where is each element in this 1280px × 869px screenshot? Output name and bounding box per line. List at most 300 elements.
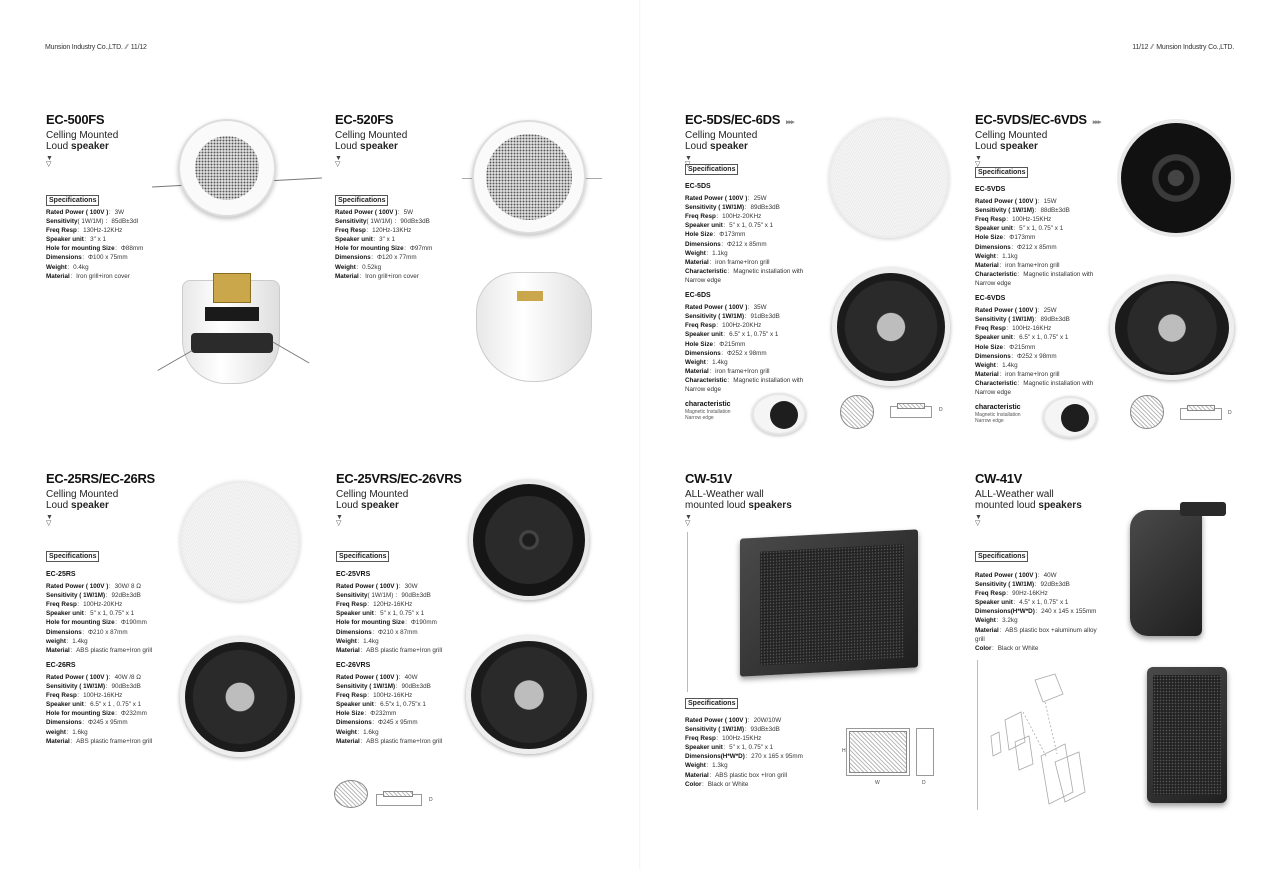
dimension-label: D xyxy=(1228,410,1232,416)
spec-value: ：92dB±3dB xyxy=(105,592,141,600)
spec-key: Rated Power ( 100V ) xyxy=(975,198,1038,206)
spec-value: ：Φ173mm xyxy=(1003,234,1036,242)
spec-value: ：90dB±3dB xyxy=(395,683,431,691)
spec-row xyxy=(975,361,1093,370)
spec-value: ( 1W/1M) ：90dB±3dB xyxy=(366,218,430,226)
specifications-badge: Specifications xyxy=(685,164,738,175)
down-arrow-icon: ▼ ▽ xyxy=(975,155,982,168)
spec-row xyxy=(975,379,1093,388)
speaker-back-image xyxy=(832,268,950,386)
spec-value: ：100Hz-16KHz xyxy=(1005,325,1052,333)
spec-value: ：5" x 1, 0.75" x 1 xyxy=(83,610,135,618)
spec-row xyxy=(975,315,1093,324)
speaker-cone xyxy=(1061,404,1089,432)
spec-value: ：92dB±3dB xyxy=(1034,581,1070,589)
spec-row xyxy=(336,682,442,691)
product-subtitle: Celling Mounted Loud speaker xyxy=(336,489,409,511)
page-header-right xyxy=(1132,44,1234,51)
spec-key: Hole Size xyxy=(975,343,1003,351)
speaker-angle-image xyxy=(1043,396,1097,438)
spec-row xyxy=(975,352,1093,361)
spec-value: ：120Hz-16KHz xyxy=(366,601,413,609)
spec-row: Narrow edge xyxy=(975,388,1012,396)
spec-key: Speaker unit xyxy=(975,334,1013,342)
specifications-badge: Specifications xyxy=(685,698,738,709)
spec-value: ：3.2kg xyxy=(995,617,1018,625)
spec-row xyxy=(685,376,803,385)
spec-key: Material xyxy=(46,737,70,745)
spec-key: Freq Resp xyxy=(46,227,77,235)
spec-row xyxy=(335,226,432,235)
spec-row xyxy=(975,270,1093,279)
spec-value: ：Φ215mm xyxy=(1003,343,1036,351)
down-arrow-icon: ▼ ▽ xyxy=(335,155,342,168)
spec-row xyxy=(975,243,1093,252)
characteristic-note: Narrow edge xyxy=(685,415,714,422)
characteristic-title: characteristic xyxy=(975,404,1021,412)
spec-key: Weight xyxy=(336,637,357,645)
spec-value: ：6.5" x 1, 0.75" x 1 xyxy=(1012,334,1069,342)
company-name: Munsion Industry Co.,LTD. xyxy=(1156,44,1234,51)
spec-key: Freq Resp xyxy=(46,692,77,700)
spec-value: ：iron frame+Iron grill xyxy=(998,261,1060,269)
spec-key: Freq Resp xyxy=(685,735,716,743)
spec-key: Characteristic xyxy=(685,376,727,384)
spec-value: ：1.1kg xyxy=(995,252,1018,260)
spec-row xyxy=(46,609,152,618)
spec-key: Sensitivity xyxy=(335,218,367,226)
spec-value: ：30W/ 8 Ω xyxy=(108,583,141,591)
spec-value: ：Φ190mm xyxy=(114,619,147,627)
spec-row xyxy=(46,582,152,591)
spec-value: ：Φ245 x 95mm xyxy=(371,719,418,727)
speaker-angle-image xyxy=(752,393,806,435)
model-label: EC-5DS xyxy=(685,183,711,190)
spec-value: ：1.1kg xyxy=(705,249,728,257)
spec-row xyxy=(685,203,803,212)
specifications-badge: Specifications xyxy=(46,551,99,562)
spec-key: Material xyxy=(336,646,360,654)
spec-row xyxy=(685,249,803,258)
spec-value: grill xyxy=(975,635,985,643)
spec-key: Dimensions xyxy=(46,719,82,727)
spec-key: Sensitivity ( 1W/1M) xyxy=(975,581,1035,589)
spec-row xyxy=(975,607,1097,616)
spec-value: ：Iron grill+iron cover xyxy=(358,272,419,280)
product-title: EC-25RS/EC-26RS xyxy=(46,471,155,486)
spec-value: ：ABS plastic frame+Iron grill xyxy=(359,737,443,745)
spec-row xyxy=(685,212,803,221)
spec-value: ：5W xyxy=(397,209,414,216)
spec-row xyxy=(685,303,803,312)
spec-value: ：Φ232mm xyxy=(364,710,397,718)
spec-key: Rated Power ( 100V ) xyxy=(975,572,1038,579)
spec-row xyxy=(335,244,432,253)
section-diagram xyxy=(1130,395,1164,429)
product-subtitle: Celling Mounted Loud speaker xyxy=(46,489,119,511)
spec-value: ：130Hz-12KHz xyxy=(76,227,123,235)
page-number: 11/12 xyxy=(130,44,147,51)
spec-row xyxy=(46,737,152,746)
spec-row xyxy=(685,240,803,249)
spec-row xyxy=(975,324,1093,333)
spec-key: Speaker unit xyxy=(975,225,1013,233)
product-title: EC-25VRS/EC-26VRS xyxy=(336,471,462,486)
spec-value: ：Φ232mm xyxy=(114,710,147,718)
spec-key: Dimensions xyxy=(685,349,721,357)
speaker-back-image xyxy=(1110,276,1234,380)
spec-key: Weight xyxy=(685,762,706,770)
spec-row xyxy=(336,609,442,618)
spec-key: Rated Power ( 100V ) xyxy=(46,209,109,216)
spec-value: ：ABS plastic box +Iron grill xyxy=(708,771,788,779)
side-diagram xyxy=(916,728,934,776)
dimension-d: D xyxy=(922,780,926,786)
spec-value: ：Φ212 x 85mm xyxy=(720,240,767,248)
spec-value: ：1.6kg xyxy=(356,728,379,736)
spec-row xyxy=(335,235,432,244)
down-arrow-icon: ▼ ▽ xyxy=(46,155,53,168)
spec-key: Speaker unit xyxy=(46,610,84,618)
spec-row xyxy=(46,208,143,217)
model-label: EC-26VRS xyxy=(336,661,371,669)
spec-row xyxy=(685,321,803,330)
spec-key: Material xyxy=(46,272,70,280)
spec-key: Dimensions xyxy=(335,254,371,262)
spec-row xyxy=(685,221,803,230)
product-subtitle: ALL-Weather wall mounted loud speakers xyxy=(685,489,792,511)
spec-key: Speaker unit xyxy=(336,610,374,618)
speaker-back-image xyxy=(182,280,280,384)
spec-value: ：100Hz-15KHz xyxy=(1005,216,1052,224)
spec-row xyxy=(46,709,152,718)
spec-row xyxy=(336,600,442,609)
spec-key: Material xyxy=(975,626,999,634)
spec-key: weight xyxy=(46,637,66,645)
spec-value: ：35W xyxy=(747,304,767,312)
model-label: EC-5VDS xyxy=(975,186,1006,193)
spec-value: ：ABS plastic frame+Iron grill xyxy=(69,646,153,654)
magnet xyxy=(191,333,273,353)
spec-value: ：25W xyxy=(747,195,767,203)
spec-key: Weight xyxy=(685,249,706,257)
spec-value: ：1.3kg xyxy=(705,762,728,770)
spec-row xyxy=(336,582,442,591)
spec-row xyxy=(975,598,1097,607)
product-ec5ds-heading xyxy=(685,112,794,168)
spec-row xyxy=(336,691,442,700)
spec-key: Hole for mounting Size xyxy=(336,619,405,627)
spec-key: Sensitivity xyxy=(46,218,78,226)
characteristic-title: characteristic xyxy=(685,401,731,409)
section-diagram xyxy=(840,395,874,429)
spec-row xyxy=(975,580,1097,589)
spec-value: ( 1W/1M) ：90dB±3dB xyxy=(367,592,431,600)
product-cw51v-heading xyxy=(685,471,792,527)
spec-row xyxy=(975,206,1093,215)
spec-key: Material xyxy=(335,272,359,280)
spec-key: Freq Resp xyxy=(336,601,367,609)
spec-key: weight xyxy=(46,728,66,736)
spec-key: Dimensions xyxy=(975,243,1011,251)
spec-key: Rated Power ( 100V ) xyxy=(336,583,399,591)
spec-row xyxy=(975,635,1097,644)
spec-key: Hole Size xyxy=(685,340,713,348)
spec-value: ：0.4kg xyxy=(66,263,89,271)
spec-value: ：Black or White xyxy=(701,780,749,788)
spec-key: Speaker unit xyxy=(335,236,373,244)
spec-value: ：Φ97mm xyxy=(403,245,433,253)
side-diagram xyxy=(376,794,422,806)
speaker-front-image xyxy=(178,119,276,217)
spec-value: ：Φ173mm xyxy=(713,231,746,239)
product-title: EC-5VDS/EC-6VDS ▸▸▸ xyxy=(975,112,1101,127)
spec-value: ：89dB±3dB xyxy=(1034,316,1070,324)
spec-key: Freq Resp xyxy=(975,325,1006,333)
spec-row xyxy=(46,263,143,272)
spec-value: ：240 x 145 x 155mm xyxy=(1034,608,1097,616)
spec-value: ：40W /8 Ω xyxy=(108,673,141,681)
characteristic-note: Narrow edge xyxy=(975,418,1004,425)
spec-key: Speaker unit xyxy=(685,744,723,752)
product-ec25vrs-heading xyxy=(336,471,462,527)
spec-key: Dimensions xyxy=(336,719,372,727)
product-cw41v-heading xyxy=(975,471,1082,527)
spec-value: ：100Hz-20KHz xyxy=(715,213,762,221)
spec-value: ：ABS plastic frame+Iron grill xyxy=(359,646,443,654)
spec-row xyxy=(336,718,442,727)
page-header-left xyxy=(45,44,147,51)
spec-value: ：1.6kg xyxy=(65,728,88,736)
section-diagram xyxy=(334,780,368,808)
speaker-cone xyxy=(770,401,798,429)
spec-key: Rated Power ( 100V ) xyxy=(46,673,109,681)
product-title: EC-520FS xyxy=(335,112,394,127)
model-label: EC-25RS xyxy=(46,571,76,578)
spec-key: Characteristic xyxy=(685,267,727,275)
spec-value: ：88dB±3dB xyxy=(1034,207,1070,215)
speaker-back-image xyxy=(476,272,592,382)
spec-value: ：Φ210 x 87mm xyxy=(371,628,418,636)
spec-key: Speaker unit xyxy=(975,599,1013,607)
product-ec5vds-heading xyxy=(975,112,1100,168)
transformer xyxy=(213,273,251,303)
specifications-badge: Specifications xyxy=(975,551,1028,562)
spec-value: ：Φ245 x 95mm xyxy=(81,719,128,727)
terminal-block xyxy=(517,291,543,301)
spec-value: ：Magnetic installation with xyxy=(1017,379,1094,387)
specifications-badge: Specifications xyxy=(336,551,389,562)
wall-speaker-front-image xyxy=(1147,667,1227,803)
spec-row xyxy=(46,217,143,226)
spec-value: ：Magnetic installation with xyxy=(1017,270,1094,278)
spec-row xyxy=(46,646,152,655)
side-diagram xyxy=(1180,408,1222,420)
spec-row xyxy=(46,691,152,700)
spec-row xyxy=(975,616,1097,625)
specifications-badge: Specifications xyxy=(975,167,1028,178)
spec-row xyxy=(46,272,143,281)
arrows-icon: ▸▸▸ xyxy=(786,119,794,126)
spec-value: ：0.52kg xyxy=(355,263,382,271)
spec-value: ：270 x 165 x 95mm xyxy=(744,753,803,761)
down-arrow-icon: ▼ ▽ xyxy=(975,514,982,527)
spec-key: Weight xyxy=(975,361,996,369)
mounting-bracket xyxy=(1180,502,1226,516)
spec-value: ：3" x 1 xyxy=(83,236,106,244)
spec-key: Sensitivity xyxy=(336,592,368,600)
speaker-front-image xyxy=(180,481,300,601)
product-subtitle: Celling Mounted Loud speaker xyxy=(335,130,408,152)
spec-row xyxy=(975,343,1093,352)
spec-value: ：91dB±3dB xyxy=(744,313,780,321)
spec-list xyxy=(685,716,803,789)
spec-row xyxy=(685,258,803,267)
spec-row xyxy=(685,312,803,321)
spec-row xyxy=(46,253,143,262)
spec-key: Hole for mounting Size xyxy=(335,245,404,253)
spec-row xyxy=(336,591,442,600)
spec-value: ：3W xyxy=(108,209,125,216)
spec-key: Dimensions(H*W*D) xyxy=(685,753,745,761)
spec-key: Sensitivity ( 1W/1M) xyxy=(975,207,1035,215)
speaker-front-image xyxy=(469,480,589,600)
exploded-view-diagram xyxy=(985,672,1093,812)
spec-row xyxy=(46,628,152,637)
model-label: EC-26RS xyxy=(46,661,76,669)
spec-row xyxy=(46,718,152,727)
spec-key: Sensitivity ( 1W/1M) xyxy=(685,726,745,734)
spec-value: ：93dB±3dB xyxy=(744,726,780,734)
product-subtitle: Celling Mounted Loud speaker xyxy=(46,130,119,152)
spec-row xyxy=(975,370,1093,379)
product-subtitle: Celling Mounted Loud speaker xyxy=(975,130,1048,152)
spec-key: Dimensions(H*W*D) xyxy=(975,608,1035,616)
spec-key: Material xyxy=(685,771,709,779)
spec-row: Narrow edge xyxy=(685,276,722,284)
spec-value: ：Iron grill+iron cover xyxy=(69,272,130,280)
spec-key: Weight xyxy=(975,252,996,260)
spec-row xyxy=(975,644,1097,653)
spec-key: Freq Resp xyxy=(685,322,716,330)
spec-row xyxy=(685,743,803,752)
product-ec25rs-heading xyxy=(46,471,155,527)
spec-key: Material xyxy=(975,370,999,378)
company-name: Munsion Industry Co.,LTD. xyxy=(45,44,123,51)
spec-key: Hole for mounting Size xyxy=(46,245,115,253)
spec-row xyxy=(336,618,442,627)
spec-value: ：ABS plastic frame+Iron grill xyxy=(69,737,153,745)
spec-row xyxy=(685,771,803,780)
spec-row: Narrow edge xyxy=(975,279,1012,287)
spec-value: ：Magnetic installation with xyxy=(727,376,804,384)
spec-key: Characteristic xyxy=(975,270,1017,278)
spec-key: Speaker unit xyxy=(685,222,723,230)
spec-key: Freq Resp xyxy=(975,216,1006,224)
spec-value: ：100Hz-16KHz xyxy=(366,692,413,700)
spec-row xyxy=(685,725,803,734)
spec-key: Speaker unit xyxy=(685,331,723,339)
product-title: EC-500FS xyxy=(46,112,105,127)
spec-key: Characteristic xyxy=(975,379,1017,387)
spec-key: Hole for mounting Size xyxy=(46,619,115,627)
spec-key: Color xyxy=(685,780,702,788)
spec-key: Speaker unit xyxy=(336,701,374,709)
spec-key: Sensitivity ( 1W/1M) xyxy=(46,592,106,600)
spec-row xyxy=(335,208,432,217)
spec-value: ：100Hz-20KHz xyxy=(76,601,123,609)
spec-row xyxy=(46,682,152,691)
spec-value: ：Φ252 x 98mm xyxy=(1010,352,1057,360)
divider xyxy=(687,532,688,692)
spec-row xyxy=(685,734,803,743)
wall-speaker-image xyxy=(740,529,918,676)
cabinet-grill xyxy=(1153,675,1221,795)
spec-key: Freq Resp xyxy=(335,227,366,235)
model-label: EC-25VRS xyxy=(336,571,371,578)
grill-mesh xyxy=(486,134,572,220)
spec-row xyxy=(46,618,152,627)
model-label: EC-6DS xyxy=(685,292,711,300)
spec-value: ：ABS plastic box +aluminum alloy xyxy=(998,626,1097,634)
spec-row: Narrow edge xyxy=(685,385,722,393)
spec-value: ：1.4kg xyxy=(705,358,728,366)
spec-row xyxy=(975,589,1097,598)
spec-key: Freq Resp xyxy=(685,213,716,221)
spec-row xyxy=(685,349,803,358)
product-subtitle: ALL-Weather wall mounted loud speakers xyxy=(975,489,1082,511)
spec-row xyxy=(46,728,152,737)
spec-row xyxy=(975,626,1097,635)
spec-value: ：1.4kg xyxy=(356,637,379,645)
spec-key: Rated Power ( 100V ) xyxy=(685,195,748,203)
spec-key: Weight xyxy=(335,263,356,271)
spec-value: ：Φ88mm xyxy=(114,245,144,253)
spec-row xyxy=(46,637,152,646)
spec-row xyxy=(975,215,1093,224)
spec-value: ：89dB±3dB xyxy=(744,204,780,212)
spec-key: Rated Power ( 100V ) xyxy=(685,717,748,724)
spec-value: ：4.5" x 1, 0.75" x 1 xyxy=(1012,599,1069,607)
spec-key: Sensitivity ( 1W/1M) xyxy=(46,683,106,691)
spec-key: Sensitivity ( 1W/1M) xyxy=(685,313,745,321)
spec-key: Hole Size xyxy=(336,710,364,718)
characteristic-note: Magnetic Installation xyxy=(685,409,731,416)
spec-row xyxy=(975,333,1093,342)
spec-key: Material xyxy=(336,737,360,745)
spec-row xyxy=(685,367,803,376)
speaker-front-image xyxy=(472,120,586,234)
spec-row xyxy=(336,637,442,646)
spec-row xyxy=(975,252,1093,261)
spec-list xyxy=(335,208,432,281)
spec-row xyxy=(685,716,803,725)
spec-value: ：100Hz-15KHz xyxy=(715,735,762,743)
spec-row xyxy=(685,340,803,349)
spec-value: ：15W xyxy=(1037,198,1057,206)
product-subtitle: Celling Mounted Loud speaker xyxy=(685,130,758,152)
spec-value: ：6.5" x 1 , 0.75" x 1 xyxy=(83,701,142,709)
spec-row xyxy=(685,330,803,339)
spec-key: Freq Resp xyxy=(336,692,367,700)
dimension-w: W xyxy=(875,780,880,786)
spec-value: ：20W/10W xyxy=(747,717,782,724)
spec-key: Weight xyxy=(46,263,67,271)
spec-value: ：Φ252 x 98mm xyxy=(720,349,767,357)
spec-key: Rated Power ( 100V ) xyxy=(975,307,1038,315)
spec-key: Hole Size xyxy=(975,234,1003,242)
down-arrow-icon: ▼ ▽ xyxy=(46,514,53,527)
